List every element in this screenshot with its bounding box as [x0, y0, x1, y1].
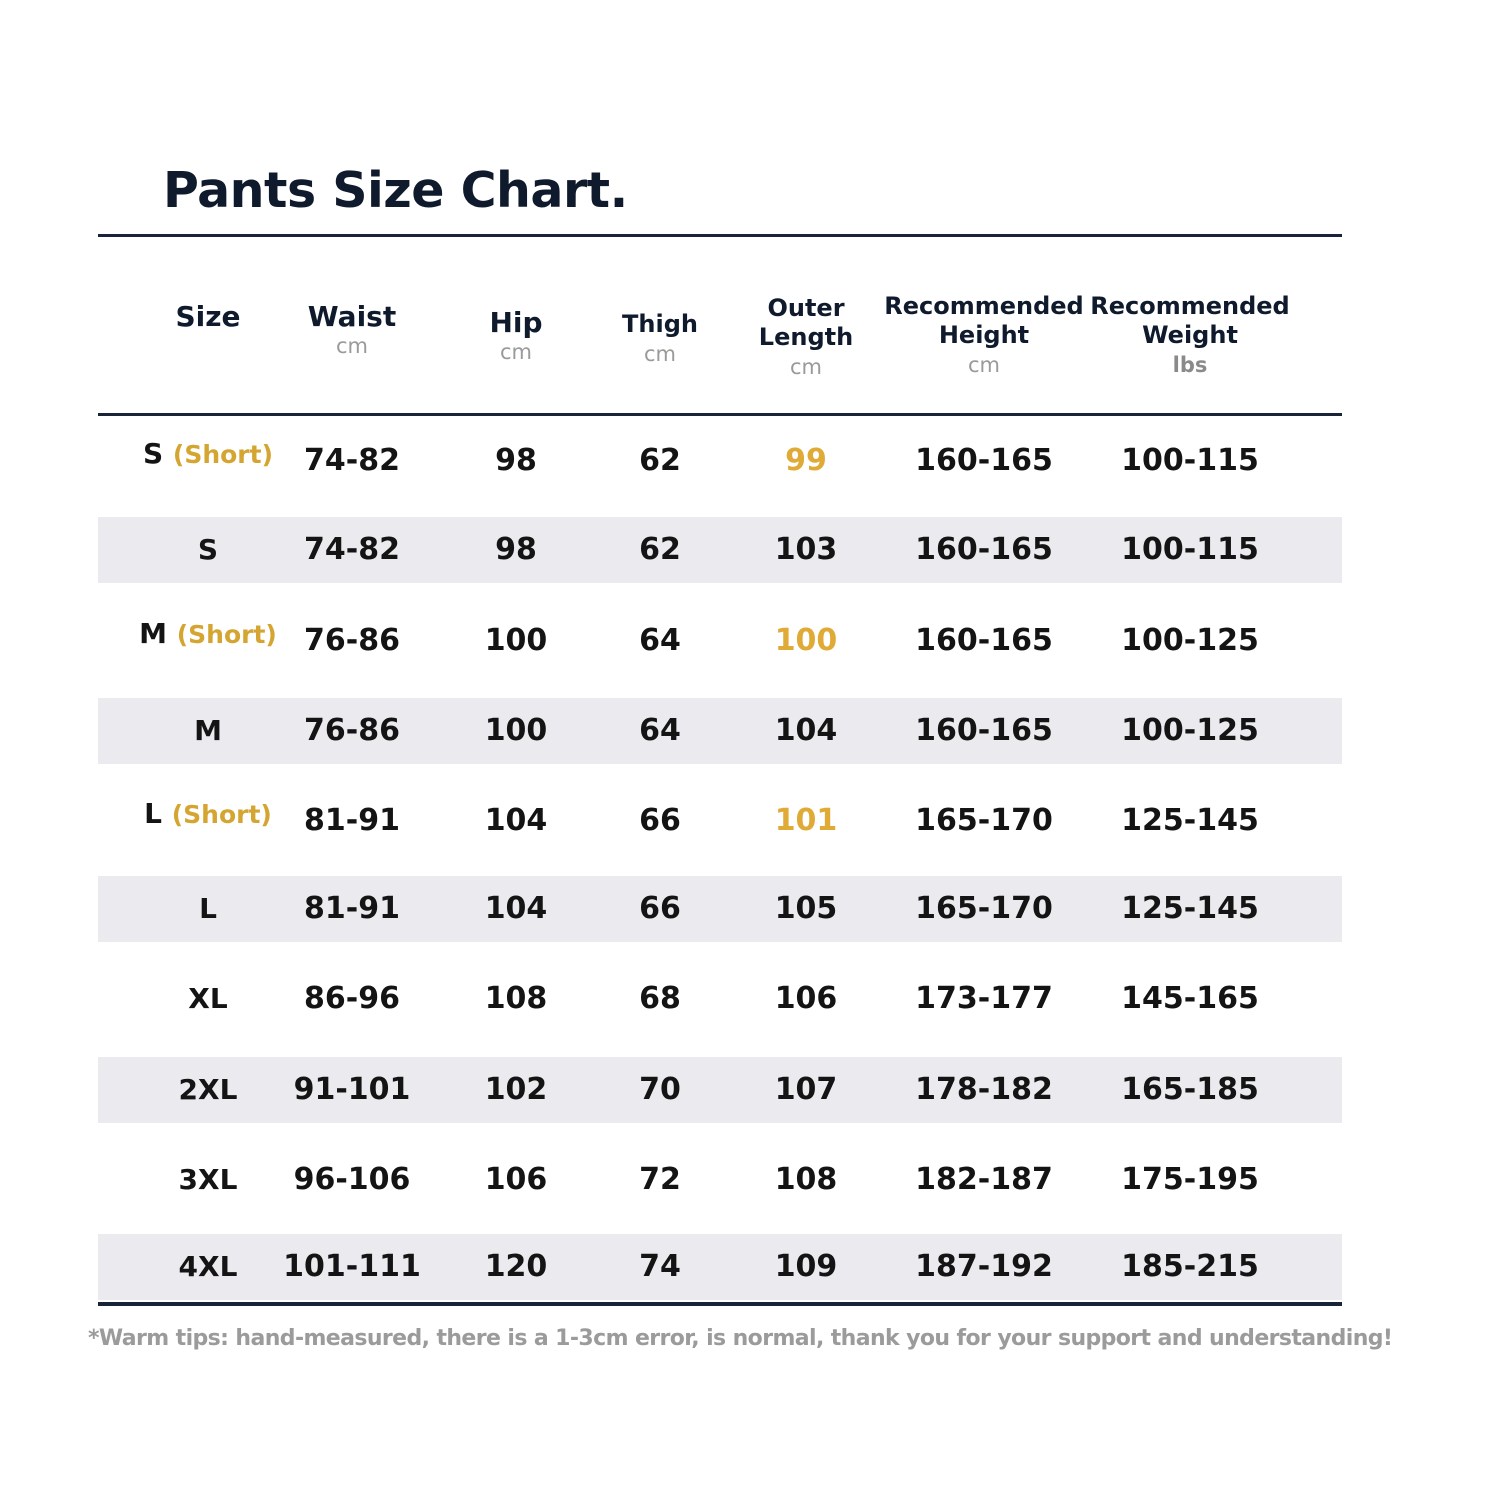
table-row: [98, 698, 1342, 764]
height-cell: 160-165: [915, 532, 1053, 567]
waist-cell: 96-106: [293, 1162, 411, 1197]
thigh-cell: 66: [639, 891, 681, 926]
table-row: [98, 608, 1342, 674]
header-unit: cm: [643, 342, 676, 366]
short-tag: (Short): [176, 620, 277, 649]
table-row: [98, 966, 1342, 1032]
outer-length-cell: 105: [774, 891, 838, 926]
waist-cell: 74-82: [304, 532, 400, 567]
size-label: S: [142, 437, 164, 470]
hip-cell: 104: [484, 803, 548, 838]
size-label: XL: [188, 982, 228, 1015]
table-header: [98, 290, 1342, 390]
thigh-cell: 70: [639, 1072, 681, 1107]
hip-cell: 120: [484, 1249, 548, 1284]
header-label: Thigh: [622, 310, 698, 338]
weight-cell: 100-125: [1121, 623, 1259, 658]
header-label: Outer Length: [758, 294, 854, 351]
table-row: [98, 876, 1342, 942]
weight-cell: 175-195: [1121, 1162, 1259, 1197]
table-row: [98, 1234, 1342, 1300]
header-unit: cm: [789, 355, 822, 379]
height-cell: 178-182: [915, 1072, 1053, 1107]
header-label: Hip: [489, 306, 543, 339]
waist-cell: 81-91: [304, 891, 400, 926]
height-cell: 160-165: [915, 713, 1053, 748]
thigh-cell: 72: [639, 1162, 681, 1197]
hip-cell: 98: [495, 532, 537, 567]
table-row: [98, 428, 1342, 494]
height-cell: 160-165: [915, 443, 1053, 478]
height-cell: 165-170: [915, 891, 1053, 926]
height-cell: 182-187: [915, 1162, 1053, 1197]
header-unit: lbs: [1172, 353, 1208, 377]
weight-cell: 100-115: [1121, 532, 1259, 567]
table-bottom-divider: [98, 1302, 1342, 1306]
title-divider: [98, 234, 1342, 237]
hip-cell: 98: [495, 443, 537, 478]
weight-cell: 165-185: [1121, 1072, 1259, 1107]
outer-length-cell: 103: [774, 532, 838, 567]
outer-length-cell: 108: [774, 1162, 838, 1197]
weight-cell: 100-115: [1121, 443, 1259, 478]
outer-length-cell: 104: [774, 713, 838, 748]
hip-cell: 100: [484, 713, 548, 748]
hip-cell: 104: [484, 891, 548, 926]
thigh-cell: 62: [639, 532, 681, 567]
header-label: Waist: [307, 300, 397, 333]
height-cell: 165-170: [915, 803, 1053, 838]
waist-cell: 76-86: [304, 713, 400, 748]
hip-cell: 102: [484, 1072, 548, 1107]
height-cell: 160-165: [915, 623, 1053, 658]
waist-cell: 86-96: [304, 981, 400, 1016]
thigh-cell: 64: [639, 713, 681, 748]
weight-cell: 145-165: [1121, 981, 1259, 1016]
size-label: L: [199, 892, 217, 925]
short-tag: (Short): [172, 440, 274, 469]
header-recommended-weight: [1090, 292, 1290, 380]
hip-cell: 106: [484, 1162, 548, 1197]
header-unit: cm: [335, 334, 368, 358]
header-label: Recommended Height: [884, 292, 1084, 349]
outer-length-cell: 106: [774, 981, 838, 1016]
thigh-cell: 74: [639, 1249, 681, 1284]
outer-length-cell: 109: [774, 1249, 838, 1284]
thigh-cell: 64: [639, 623, 681, 658]
table-row: [98, 788, 1342, 854]
header-label: Recommended Weight: [1090, 292, 1290, 349]
page-title: Pants Size Chart.: [163, 162, 628, 219]
hip-cell: 100: [484, 623, 548, 658]
header-recommended-height: [884, 292, 1084, 380]
thigh-cell: 68: [639, 981, 681, 1016]
size-label: M: [194, 714, 222, 747]
outer-length-cell: 100: [774, 623, 838, 658]
waist-cell: 81-91: [304, 803, 400, 838]
size-label: M: [139, 617, 167, 650]
size-label: 4XL: [178, 1250, 238, 1283]
size-label: S: [197, 533, 219, 566]
header-unit: cm: [967, 353, 1000, 377]
hip-cell: 108: [484, 981, 548, 1016]
size-label: 2XL: [178, 1073, 238, 1106]
outer-length-cell: 99: [785, 443, 827, 478]
thigh-cell: 66: [639, 803, 681, 838]
table-row: [98, 1147, 1342, 1213]
short-tag: (Short): [171, 800, 272, 829]
outer-length-cell: 107: [774, 1072, 838, 1107]
size-label: 3XL: [178, 1163, 238, 1196]
table-row: [98, 1057, 1342, 1123]
size-label: L: [144, 797, 162, 830]
waist-cell: 101-111: [283, 1249, 421, 1284]
weight-cell: 185-215: [1121, 1249, 1259, 1284]
height-cell: 187-192: [915, 1249, 1053, 1284]
outer-length-cell: 101: [774, 803, 838, 838]
table-row: [98, 517, 1342, 583]
header-outer-length: [706, 294, 906, 382]
header-label: Size: [175, 300, 241, 333]
waist-cell: 91-101: [293, 1072, 411, 1107]
weight-cell: 125-145: [1121, 803, 1259, 838]
header-divider: [98, 413, 1342, 416]
height-cell: 173-177: [915, 981, 1053, 1016]
thigh-cell: 62: [639, 443, 681, 478]
weight-cell: 100-125: [1121, 713, 1259, 748]
waist-cell: 76-86: [304, 623, 400, 658]
header-unit: cm: [499, 340, 532, 364]
waist-cell: 74-82: [304, 443, 400, 478]
warm-tips-note: *Warm tips: hand-measured, there is a 1-3cm error, is normal, thank you for your support and understanding!: [88, 1326, 1393, 1351]
weight-cell: 125-145: [1121, 891, 1259, 926]
